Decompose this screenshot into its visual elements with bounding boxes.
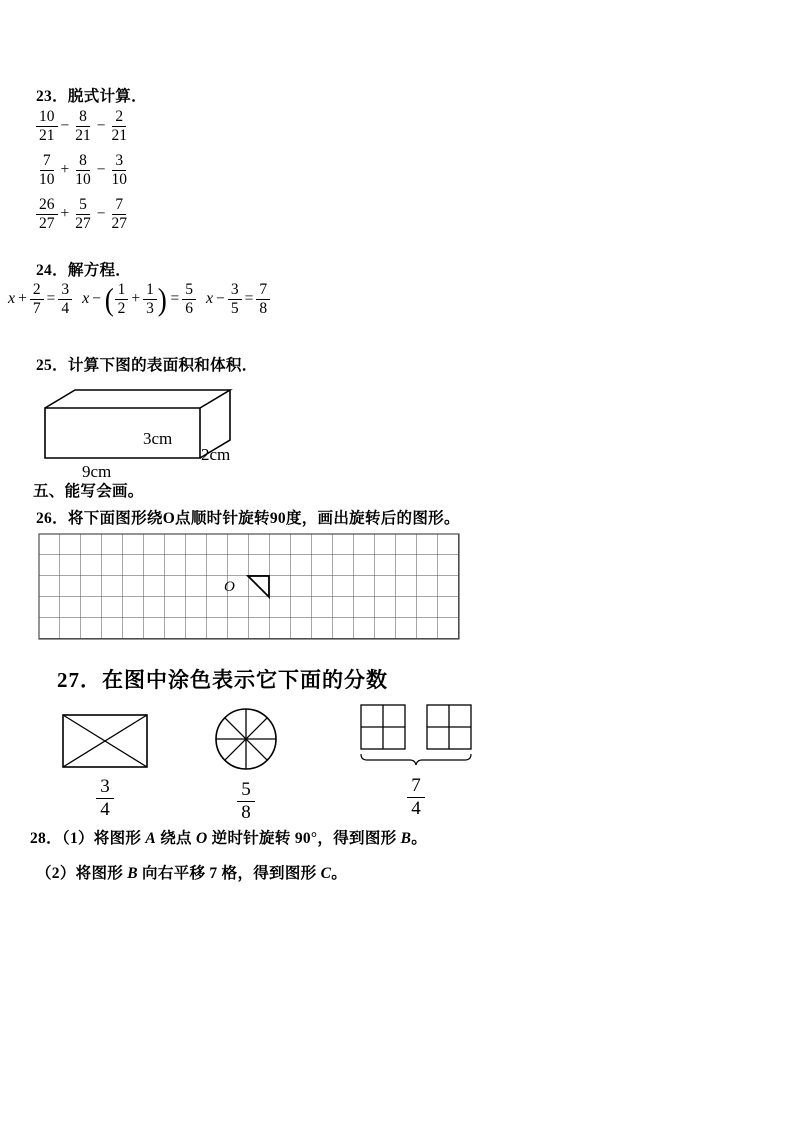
point-o-label: O xyxy=(195,830,208,847)
fraction-numerator: 7 xyxy=(407,775,425,798)
figure-a-label: A xyxy=(145,830,157,847)
q27-figures xyxy=(61,702,472,824)
fraction-denominator: 2 xyxy=(117,299,126,317)
operator: − xyxy=(216,290,225,308)
fraction xyxy=(109,108,131,145)
fraction-numerator: 2 xyxy=(112,108,126,127)
q27-figure-rectangle xyxy=(61,713,149,821)
fraction xyxy=(109,196,131,233)
fraction-numerator: 5 xyxy=(76,196,90,215)
operator: − xyxy=(96,161,106,179)
q26-grid xyxy=(38,533,462,642)
underbrace xyxy=(361,754,471,765)
fraction-denominator: 10 xyxy=(39,170,55,188)
fraction-denominator: 21 xyxy=(39,126,55,144)
q23-expression-1 xyxy=(36,108,130,145)
point-o-label: O xyxy=(224,579,235,595)
fraction-denominator: 8 xyxy=(259,299,268,317)
fraction-numerator: 7 xyxy=(256,281,270,300)
operator: − xyxy=(92,290,101,308)
variable-x: x xyxy=(82,290,90,308)
fraction-denominator: 27 xyxy=(111,214,127,232)
equals-sign: = xyxy=(170,290,180,308)
fraction xyxy=(237,779,255,824)
fraction-numerator: 1 xyxy=(143,281,157,300)
cuboid-top-face xyxy=(45,390,230,408)
fraction xyxy=(58,281,72,318)
operator: + xyxy=(60,205,70,223)
q23-expression-2 xyxy=(36,152,130,189)
fraction-denominator: 3 xyxy=(146,299,154,317)
fraction-numerator: 7 xyxy=(112,196,126,215)
fraction-denominator: 5 xyxy=(230,299,239,317)
fraction-numerator: 7 xyxy=(40,152,54,171)
depth-label: 2cm xyxy=(201,445,231,464)
fraction-numerator: 8 xyxy=(76,152,90,171)
fraction xyxy=(115,281,129,318)
q27-figure-circle xyxy=(213,706,279,824)
q28-text: （2）将图形 xyxy=(36,865,128,882)
q24-equations xyxy=(8,281,280,318)
variable-x: x xyxy=(206,290,214,308)
fraction xyxy=(72,152,94,189)
fraction-numerator: 2 xyxy=(30,281,44,300)
grid-area xyxy=(39,534,459,639)
q23-expression-3 xyxy=(36,196,130,233)
fraction-numerator: 8 xyxy=(76,108,90,127)
height-label: 3cm xyxy=(143,429,173,448)
fraction xyxy=(96,776,114,821)
equals-sign: = xyxy=(244,290,254,308)
q25-title: 25．计算下图的表面积和体积． xyxy=(36,357,258,374)
fraction-denominator: 21 xyxy=(111,126,127,144)
cuboid-front-face xyxy=(45,408,200,458)
section5-title: 五、能写会画。 xyxy=(33,483,144,500)
equals-sign: = xyxy=(46,290,56,308)
fraction xyxy=(36,196,58,233)
left-paren: ( xyxy=(104,280,114,317)
q28-text: 。 xyxy=(331,865,348,882)
fraction-numerator: 3 xyxy=(228,281,242,300)
q28-text: 28．（1）将图形 xyxy=(30,830,146,847)
fraction-denominator: 10 xyxy=(111,170,127,188)
fraction xyxy=(36,152,58,189)
fraction xyxy=(182,281,196,318)
fraction-numerator: 26 xyxy=(36,196,58,215)
fraction xyxy=(30,281,44,318)
fraction-denominator: 27 xyxy=(39,214,55,232)
fraction-numerator: 10 xyxy=(36,108,58,127)
fraction xyxy=(256,281,270,318)
circle-eighths xyxy=(213,706,279,772)
fraction-denominator: 4 xyxy=(100,798,110,820)
figure-b-label: B xyxy=(400,830,412,847)
rectangle-with-diagonals xyxy=(61,713,149,769)
q28-text: 。 xyxy=(411,830,428,847)
q28-text: 绕点 xyxy=(156,830,196,847)
q24-title: 24．解方程． xyxy=(36,262,132,279)
q27-title: 27．在图中涂色表示它下面的分数 xyxy=(57,668,388,692)
fraction xyxy=(143,281,157,318)
q28-text: 逆时针旋转 90°，得到图形 xyxy=(207,830,401,847)
cuboid-figure xyxy=(40,386,275,480)
q26-title: 26．将下面图形绕O点顺时针旋转90度，画出旋转后的图形。 xyxy=(36,510,460,527)
operator: + xyxy=(18,290,27,308)
fraction-numerator: 1 xyxy=(115,281,129,300)
figure-c-label: C xyxy=(320,865,332,882)
operator: − xyxy=(60,117,70,135)
fraction xyxy=(228,281,242,318)
variable-x: x xyxy=(8,290,16,308)
fraction-denominator: 6 xyxy=(185,299,194,317)
fraction-numerator: 5 xyxy=(237,779,255,802)
two-quartered-squares xyxy=(360,704,472,768)
fraction-denominator: 27 xyxy=(75,214,91,232)
q27-figure-squares xyxy=(360,704,472,820)
length-label: 9cm xyxy=(82,462,112,480)
figure-b-label: B xyxy=(127,865,138,882)
fraction xyxy=(36,108,58,145)
fraction xyxy=(109,152,131,189)
operator: + xyxy=(60,161,70,179)
fraction-denominator: 10 xyxy=(75,170,91,188)
fraction-numerator: 3 xyxy=(58,281,72,300)
equation-1 xyxy=(8,281,72,318)
equation-2 xyxy=(82,281,196,318)
fraction-numerator: 3 xyxy=(96,776,114,799)
fraction xyxy=(72,108,94,145)
q28-instruction-1 xyxy=(30,826,427,848)
fraction xyxy=(407,775,425,820)
fraction-denominator: 21 xyxy=(75,126,91,144)
right-paren: ) xyxy=(157,280,167,317)
fraction-denominator: 4 xyxy=(61,299,70,317)
fraction-numerator: 3 xyxy=(112,152,126,171)
operator: − xyxy=(96,117,106,135)
operator: + xyxy=(131,290,141,308)
fraction-denominator: 7 xyxy=(32,299,41,317)
fraction-denominator: 4 xyxy=(411,797,421,819)
operator: − xyxy=(96,205,106,223)
fraction-numerator: 5 xyxy=(182,281,196,300)
q23-title: 23．脱式计算． xyxy=(36,88,147,105)
equation-3 xyxy=(206,281,270,318)
fraction-denominator: 8 xyxy=(241,801,251,823)
fraction xyxy=(72,196,94,233)
q28-instruction-2 xyxy=(36,861,347,883)
q28-text: 向右平移 7 格，得到图形 xyxy=(137,865,321,882)
